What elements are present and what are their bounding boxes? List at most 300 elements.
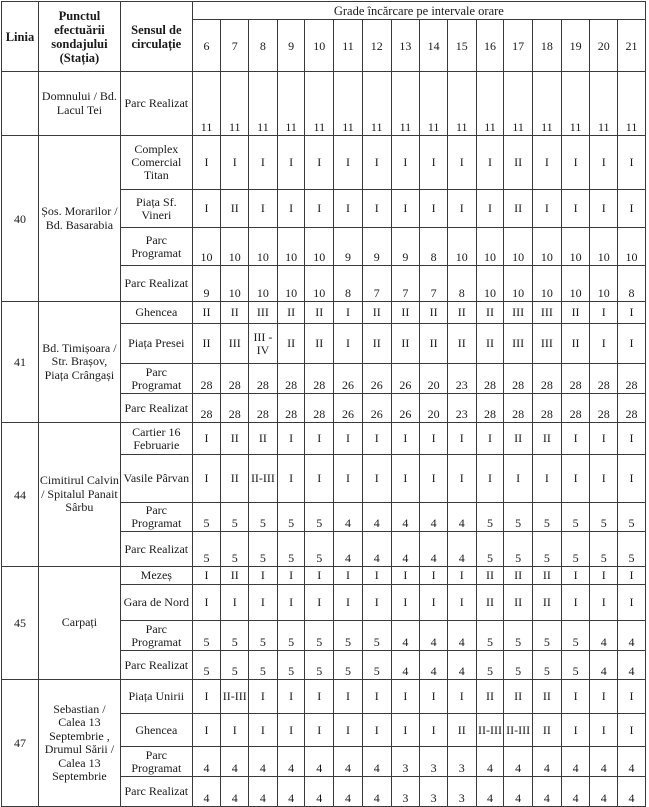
hour-header: 12 <box>362 20 391 72</box>
grade-cell: 10 <box>590 228 618 266</box>
grade-cell: 28 <box>221 364 249 394</box>
grade-cell: 5 <box>249 651 278 680</box>
station-name: Bd. Timișoara / Str. Brașov, Piața Crângași <box>38 302 120 423</box>
grade-cell: II <box>305 324 334 364</box>
grade-cell: II <box>476 567 504 585</box>
grade-cell: I <box>362 455 391 503</box>
grade-cell: 4 <box>221 747 249 777</box>
line-number: 44 <box>2 423 39 567</box>
grade-cell: 3 <box>447 777 476 807</box>
hour-header: 19 <box>561 20 590 72</box>
grade-cell: 4 <box>476 747 504 777</box>
grade-cell: I <box>391 714 420 747</box>
grade-cell: I <box>192 190 221 228</box>
grade-cell: 28 <box>476 364 504 394</box>
grade-cell: 4 <box>277 747 305 777</box>
grade-cell: 11 <box>249 72 278 136</box>
line-number: 47 <box>2 680 39 807</box>
grade-cell: 28 <box>561 394 590 423</box>
grade-cell: 3 <box>420 777 448 807</box>
grade-cell: 9 <box>192 266 221 302</box>
grade-cell: III <box>504 302 533 324</box>
grade-cell: 4 <box>476 777 504 807</box>
grade-cell: 4 <box>391 621 420 651</box>
grade-cell: I <box>221 585 249 621</box>
grade-cell: 11 <box>590 72 618 136</box>
grade-cell: 5 <box>561 621 590 651</box>
grade-cell: III <box>221 324 249 364</box>
grade-cell: I <box>590 567 618 585</box>
grade-cell: 4 <box>590 651 618 680</box>
grade-cell: 4 <box>618 651 646 680</box>
grade-cell: I <box>249 136 278 190</box>
grade-cell: I <box>277 455 305 503</box>
grade-cell: 4 <box>249 777 278 807</box>
grade-cell: 8 <box>618 266 646 302</box>
grade-cell: 20 <box>420 394 448 423</box>
grade-cell: 11 <box>447 72 476 136</box>
grade-cell: 5 <box>334 621 363 651</box>
hour-header: 21 <box>618 20 646 72</box>
grade-cell: 5 <box>192 503 221 532</box>
grade-cell: I <box>447 567 476 585</box>
grade-cell: 4 <box>420 532 448 567</box>
grade-cell: I <box>618 714 646 747</box>
grade-cell: I <box>277 190 305 228</box>
grade-cell: I <box>420 680 448 714</box>
grade-cell: I <box>420 714 448 747</box>
grade-cell: I <box>447 455 476 503</box>
grade-cell: 5 <box>305 532 334 567</box>
grade-cell: 28 <box>590 394 618 423</box>
grade-cell: 4 <box>533 747 562 777</box>
grade-cell: II-III <box>476 714 504 747</box>
grade-cell: I <box>618 680 646 714</box>
grade-cell: I <box>533 455 562 503</box>
grade-cell: I <box>618 136 646 190</box>
grade-cell: 10 <box>305 266 334 302</box>
grade-cell: 4 <box>334 503 363 532</box>
grade-cell: I <box>221 136 249 190</box>
hour-header: 20 <box>590 20 618 72</box>
grade-cell: I <box>590 324 618 364</box>
header-linia: Linia <box>2 2 39 72</box>
grade-cell: 5 <box>476 621 504 651</box>
grade-cell: 4 <box>362 532 391 567</box>
grade-cell: 5 <box>561 532 590 567</box>
direction-label: Piața Presei <box>120 324 192 364</box>
hour-header: 9 <box>277 20 305 72</box>
grade-cell: I <box>590 455 618 503</box>
direction-label: Ghencea <box>120 302 192 324</box>
grade-cell: I <box>362 680 391 714</box>
hour-header: 14 <box>420 20 448 72</box>
station-name: Șos. Morarilor / Bd. Basarabia <box>38 136 120 302</box>
grade-cell: I <box>362 423 391 455</box>
grade-cell: 4 <box>334 532 363 567</box>
grade-cell: I <box>192 423 221 455</box>
grade-cell: I <box>249 680 278 714</box>
grade-cell: 26 <box>362 394 391 423</box>
direction-label: Parc Realizat <box>120 266 192 302</box>
grade-cell: 28 <box>305 394 334 423</box>
grade-cell: I <box>277 680 305 714</box>
grade-cell: II <box>476 585 504 621</box>
grade-cell: II <box>277 302 305 324</box>
grade-cell: I <box>447 423 476 455</box>
grade-cell: 11 <box>305 72 334 136</box>
grade-cell: I <box>447 136 476 190</box>
grade-cell: II <box>504 136 533 190</box>
grade-cell: 26 <box>334 394 363 423</box>
hour-header: 16 <box>476 20 504 72</box>
grade-cell: I <box>277 585 305 621</box>
grade-cell: II <box>504 567 533 585</box>
grade-cell: 10 <box>447 228 476 266</box>
grade-cell: I <box>192 567 221 585</box>
grade-cell: 5 <box>277 503 305 532</box>
grade-cell: 28 <box>192 394 221 423</box>
grade-cell: 23 <box>447 364 476 394</box>
grade-cell: I <box>420 423 448 455</box>
grade-cell: 4 <box>590 747 618 777</box>
grade-cell: 28 <box>221 394 249 423</box>
grade-cell: 4 <box>420 621 448 651</box>
grade-cell: 5 <box>533 532 562 567</box>
grade-cell: 5 <box>561 503 590 532</box>
grade-cell: 5 <box>192 532 221 567</box>
grade-cell: 4 <box>277 777 305 807</box>
grade-cell: I <box>192 714 221 747</box>
grade-cell: I <box>391 567 420 585</box>
grade-cell: I <box>391 585 420 621</box>
grade-cell: I <box>590 190 618 228</box>
grade-cell: I <box>561 190 590 228</box>
grade-cell: 5 <box>618 532 646 567</box>
grade-cell: II <box>476 680 504 714</box>
grade-cell: I <box>590 714 618 747</box>
grade-cell: I <box>221 714 249 747</box>
direction-label: Parc Programat <box>120 503 192 532</box>
grade-cell: 5 <box>476 532 504 567</box>
grade-cell: 28 <box>476 394 504 423</box>
station-name: Cimitirul Calvin / Spitalul Panait Sârbu <box>38 423 120 567</box>
line-number: 41 <box>2 302 39 423</box>
grade-cell: I <box>192 455 221 503</box>
grade-cell: I <box>618 324 646 364</box>
table-row <box>2 680 646 714</box>
grade-cell: 11 <box>192 72 221 136</box>
grade-cell: 5 <box>334 651 363 680</box>
grade-cell: II <box>221 302 249 324</box>
grade-cell: 28 <box>504 394 533 423</box>
grade-cell: 5 <box>221 621 249 651</box>
grade-cell: 8 <box>334 266 363 302</box>
table-row <box>2 567 646 585</box>
grade-cell: 10 <box>476 228 504 266</box>
grade-cell: I <box>249 585 278 621</box>
grade-cell: 11 <box>533 72 562 136</box>
grade-cell: 11 <box>391 72 420 136</box>
grade-cell: 5 <box>561 651 590 680</box>
grade-cell: 5 <box>504 532 533 567</box>
grade-cell: II <box>277 324 305 364</box>
grade-cell: I <box>334 423 363 455</box>
direction-label: Parc Realizat <box>120 651 192 680</box>
grade-cell: 5 <box>533 621 562 651</box>
grade-cell: 5 <box>192 621 221 651</box>
grade-cell: 5 <box>476 651 504 680</box>
grade-cell: 5 <box>362 651 391 680</box>
hour-header: 11 <box>334 20 363 72</box>
grade-cell: I <box>305 714 334 747</box>
grade-cell: 4 <box>420 503 448 532</box>
grade-cell: I <box>391 423 420 455</box>
grade-cell: 5 <box>362 621 391 651</box>
grade-cell: II <box>249 423 278 455</box>
grade-cell: 5 <box>305 651 334 680</box>
grade-cell: II <box>192 302 221 324</box>
grade-cell: II <box>362 302 391 324</box>
grade-cell: I <box>334 585 363 621</box>
direction-label: Complex Comercial Titan <box>120 136 192 190</box>
grade-cell: 4 <box>561 777 590 807</box>
grade-cell: 11 <box>504 72 533 136</box>
grade-cell: 3 <box>447 747 476 777</box>
grade-cell: I <box>362 585 391 621</box>
grade-cell: 4 <box>192 747 221 777</box>
station-name: Sebastian / Calea 13 Septembrie , Drumul Sării / Calea 13 Septembrie <box>38 680 120 807</box>
table-header <box>2 2 646 72</box>
station-name: Carpați <box>38 567 120 680</box>
grade-cell: II <box>533 714 562 747</box>
grade-cell: 28 <box>590 364 618 394</box>
direction-label: Parc Realizat <box>120 777 192 807</box>
grade-cell: I <box>362 190 391 228</box>
grade-cell: 10 <box>618 228 646 266</box>
grade-cell: 11 <box>561 72 590 136</box>
grade-cell: I <box>618 567 646 585</box>
grade-cell: II <box>504 680 533 714</box>
grade-cell: I <box>590 423 618 455</box>
grade-cell: I <box>277 567 305 585</box>
line-number <box>2 72 39 136</box>
grade-cell: III <box>533 324 562 364</box>
grade-cell: I <box>305 585 334 621</box>
grade-cell: 10 <box>221 228 249 266</box>
grade-cell: I <box>476 190 504 228</box>
grade-cell: 10 <box>249 228 278 266</box>
grade-cell: I <box>590 680 618 714</box>
grade-cell: II <box>533 423 562 455</box>
grade-cell: 7 <box>362 266 391 302</box>
grade-cell: 5 <box>305 503 334 532</box>
grade-cell: II <box>533 567 562 585</box>
grade-cell: I <box>420 190 448 228</box>
grade-cell: I <box>249 567 278 585</box>
grade-cell: II <box>391 324 420 364</box>
header-grade-title: Grade încărcare pe intervale orare <box>192 2 645 20</box>
direction-label: Parc Realizat <box>120 532 192 567</box>
table-row <box>2 136 646 190</box>
grade-cell: II <box>533 585 562 621</box>
grade-cell: I <box>305 136 334 190</box>
grade-cell: 3 <box>391 747 420 777</box>
hour-header: 18 <box>533 20 562 72</box>
grade-cell: 10 <box>221 266 249 302</box>
grade-cell: 4 <box>447 621 476 651</box>
grade-cell: 5 <box>221 532 249 567</box>
grade-cell: 26 <box>362 364 391 394</box>
grade-cell: I <box>618 585 646 621</box>
grade-cell: I <box>305 567 334 585</box>
grade-cell: 4 <box>618 621 646 651</box>
grade-cell: II <box>561 302 590 324</box>
grade-cell: I <box>334 190 363 228</box>
grade-cell: II <box>305 302 334 324</box>
hour-header: 6 <box>192 20 221 72</box>
grade-cell: 10 <box>476 266 504 302</box>
grade-cell: I <box>334 324 363 364</box>
grade-cell: I <box>618 302 646 324</box>
grade-cell: 11 <box>420 72 448 136</box>
grade-cell: 11 <box>334 72 363 136</box>
grade-cell: II <box>561 324 590 364</box>
grade-cell: 8 <box>447 266 476 302</box>
grade-cell: I <box>277 423 305 455</box>
grade-cell: III <box>504 324 533 364</box>
grade-cell: I <box>476 455 504 503</box>
grade-cell: 4 <box>447 651 476 680</box>
grade-cell: 5 <box>221 651 249 680</box>
grade-cell: I <box>334 680 363 714</box>
grade-cell: 10 <box>561 266 590 302</box>
grade-cell: III <box>533 302 562 324</box>
grade-cell: I <box>334 567 363 585</box>
grade-cell: 5 <box>504 621 533 651</box>
grade-cell: I <box>192 136 221 190</box>
grade-cell: 4 <box>420 651 448 680</box>
grade-cell: II-III <box>249 455 278 503</box>
grade-cell: 5 <box>590 532 618 567</box>
grade-cell: 28 <box>504 364 533 394</box>
grade-cell: I <box>249 714 278 747</box>
grade-cell: II <box>476 302 504 324</box>
grade-cell: 5 <box>590 503 618 532</box>
grade-cell: 4 <box>192 777 221 807</box>
direction-label: Parc Programat <box>120 747 192 777</box>
grade-cell: I <box>420 455 448 503</box>
direction-label: Piața Sf. Vineri <box>120 190 192 228</box>
grade-cell: 5 <box>277 532 305 567</box>
grade-cell: I <box>561 423 590 455</box>
grade-cell: I <box>334 136 363 190</box>
grade-cell: I <box>334 455 363 503</box>
grade-cell: III - IV <box>249 324 278 364</box>
grade-cell: I <box>476 136 504 190</box>
grade-cell: I <box>447 585 476 621</box>
direction-label: Parc Programat <box>120 621 192 651</box>
grade-cell: I <box>504 455 533 503</box>
grade-cell: II <box>447 714 476 747</box>
grade-cell: I <box>561 585 590 621</box>
direction-label: Cartier 16 Februarie <box>120 423 192 455</box>
grade-cell: 11 <box>476 72 504 136</box>
grade-cell: 4 <box>533 777 562 807</box>
grade-cell: 28 <box>561 364 590 394</box>
grade-cell: 5 <box>249 503 278 532</box>
grade-cell: 4 <box>334 747 363 777</box>
grade-cell: 5 <box>504 651 533 680</box>
grade-cell: I <box>391 136 420 190</box>
grade-cell: II <box>221 567 249 585</box>
direction-label: Parc Realizat <box>120 72 192 136</box>
grade-cell: I <box>334 714 363 747</box>
direction-label: Parc Realizat <box>120 394 192 423</box>
grade-cell: II <box>447 302 476 324</box>
grade-cell: II <box>504 190 533 228</box>
grade-cell: I <box>590 302 618 324</box>
grade-cell: I <box>249 190 278 228</box>
hour-header: 7 <box>221 20 249 72</box>
grade-cell: 4 <box>447 532 476 567</box>
grade-cell: 4 <box>391 503 420 532</box>
load-degree-table <box>1 1 646 807</box>
direction-label: Gara de Nord <box>120 585 192 621</box>
grade-cell: I <box>362 136 391 190</box>
table-row <box>2 423 646 455</box>
grade-cell: I <box>391 455 420 503</box>
grade-cell: 4 <box>590 621 618 651</box>
grade-cell: 26 <box>391 364 420 394</box>
grade-cell: II <box>221 423 249 455</box>
grade-cell: I <box>305 423 334 455</box>
grade-cell: 5 <box>533 651 562 680</box>
direction-label: Ghencea <box>120 714 192 747</box>
grade-cell: 4 <box>618 747 646 777</box>
grade-cell: 4 <box>362 503 391 532</box>
grade-cell: 4 <box>305 777 334 807</box>
grade-cell: 4 <box>305 747 334 777</box>
grade-cell: 28 <box>533 364 562 394</box>
grade-cell: II <box>504 585 533 621</box>
grade-cell: 11 <box>618 72 646 136</box>
header-punct: Punctul efectuării sondajului (Stația) <box>38 2 120 72</box>
grade-cell: 4 <box>504 747 533 777</box>
grade-cell: I <box>447 190 476 228</box>
grade-cell: I <box>305 680 334 714</box>
grade-cell: II <box>447 324 476 364</box>
grade-cell: 20 <box>420 364 448 394</box>
grade-cell: 9 <box>334 228 363 266</box>
grade-cell: 28 <box>192 364 221 394</box>
hour-header: 8 <box>249 20 278 72</box>
table-row <box>2 302 646 324</box>
grade-cell: 5 <box>221 503 249 532</box>
grade-cell: 10 <box>277 228 305 266</box>
grade-cell: 26 <box>391 394 420 423</box>
grade-cell: I <box>391 680 420 714</box>
grade-cell: 11 <box>221 72 249 136</box>
grade-cell: 5 <box>277 621 305 651</box>
grade-cell: 4 <box>504 777 533 807</box>
grade-cell: 11 <box>277 72 305 136</box>
grade-cell: 3 <box>391 777 420 807</box>
grade-cell: 4 <box>249 747 278 777</box>
grade-cell: 4 <box>590 777 618 807</box>
grade-cell: I <box>420 567 448 585</box>
line-number: 45 <box>2 567 39 680</box>
